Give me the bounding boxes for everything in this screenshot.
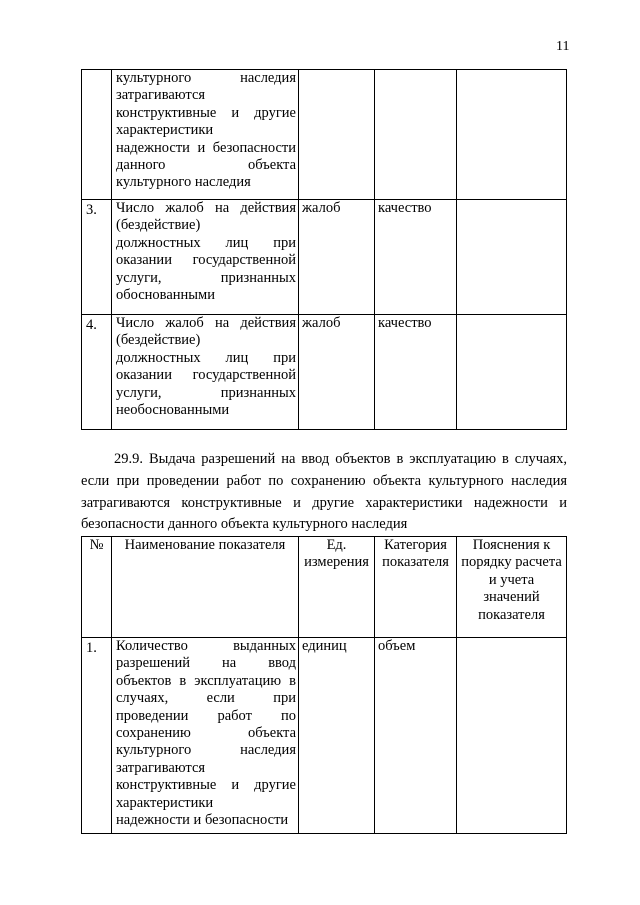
- text-line: культурного наследия: [116, 742, 296, 759]
- text-line: Число жалоб на действия: [116, 315, 296, 331]
- indicator-name: [112, 200, 299, 315]
- text-line: проведении работ по: [116, 707, 296, 724]
- row-number: [82, 70, 112, 200]
- table-row: [82, 200, 567, 315]
- indicator-table-continued: [81, 69, 567, 430]
- unit-cell: единиц: [299, 638, 375, 834]
- text-line: характеристики: [116, 122, 214, 139]
- text-line: случаях, если при: [116, 690, 296, 707]
- text-line: затрагиваются конструктивные и другие характеристики надежности и: [81, 494, 567, 511]
- text-line: затрагиваются: [116, 87, 206, 104]
- section-heading-29-9: [81, 449, 567, 536]
- text-line: оказании государственной: [116, 252, 296, 269]
- text-line: (бездействие): [116, 332, 201, 349]
- category-cell: качество: [375, 315, 457, 430]
- text-line: культурного наследия: [116, 174, 251, 191]
- header-note: Пояснения к порядку расчета и учета значений показателя: [457, 537, 567, 638]
- category-cell: качество: [375, 200, 457, 315]
- text-line: сохранению объекта: [116, 725, 296, 742]
- header-unit: Ед. измерения: [299, 537, 375, 638]
- text-line: надежности и безопасности: [116, 812, 289, 829]
- indicator-name: [112, 70, 299, 200]
- indicator-name: [112, 638, 299, 834]
- page-number: 11: [556, 39, 570, 54]
- text-line: услуги, признанных: [116, 384, 296, 401]
- note-cell: [457, 315, 567, 430]
- table-row: [82, 70, 567, 200]
- text-line: оказании государственной: [116, 367, 296, 384]
- text-line: обоснованными: [116, 287, 215, 304]
- indicator-table: [81, 536, 567, 834]
- table-header-row: [82, 537, 567, 638]
- unit-cell: жалоб: [299, 200, 375, 315]
- text-line: если при проведении работ по сохранению объекта культурного наследия: [81, 472, 567, 489]
- row-number: 4.: [82, 315, 112, 430]
- table-row: [82, 315, 567, 430]
- indicator-name: [112, 315, 299, 430]
- note-cell: [457, 70, 567, 200]
- category-cell: объем: [375, 638, 457, 834]
- category-cell: [375, 70, 457, 200]
- table-row: [82, 638, 567, 834]
- text-line: конструктивные и другие: [116, 104, 296, 121]
- text-line: услуги, признанных: [116, 269, 296, 286]
- text-line: (бездействие): [116, 217, 201, 234]
- row-number: 3.: [82, 200, 112, 315]
- text-line: должностных лиц при: [116, 234, 296, 251]
- text-line: Число жалоб на действия: [116, 200, 296, 216]
- text-line: разрешений на ввод: [116, 655, 296, 672]
- text-line: надежности и безопасности: [116, 139, 296, 156]
- unit-cell: [299, 70, 375, 200]
- text-line: Количество выданных: [116, 638, 296, 654]
- row-number: 1.: [82, 638, 112, 834]
- note-cell: [457, 638, 567, 834]
- text-line: должностных лиц при: [116, 349, 296, 366]
- text-line: 29.9. Выдача разрешений на ввод объектов в эксплуатацию в случаях,: [114, 451, 567, 467]
- text-line: конструктивные и другие: [116, 777, 296, 794]
- header-num: №: [82, 537, 112, 638]
- text-line: безопасности данного объекта культурного наследия: [81, 516, 408, 533]
- text-line: затрагиваются: [116, 759, 206, 776]
- note-cell: [457, 200, 567, 315]
- header-category: Категория показателя: [375, 537, 457, 638]
- text-line: культурного наследия: [116, 70, 296, 86]
- text-line: необоснованными: [116, 402, 230, 419]
- unit-cell: жалоб: [299, 315, 375, 430]
- text-line: характеристики: [116, 794, 214, 811]
- text-line: данного объекта: [116, 157, 296, 174]
- text-line: объектов в эксплуатацию в: [116, 672, 296, 689]
- header-name: Наименование показателя: [112, 537, 299, 638]
